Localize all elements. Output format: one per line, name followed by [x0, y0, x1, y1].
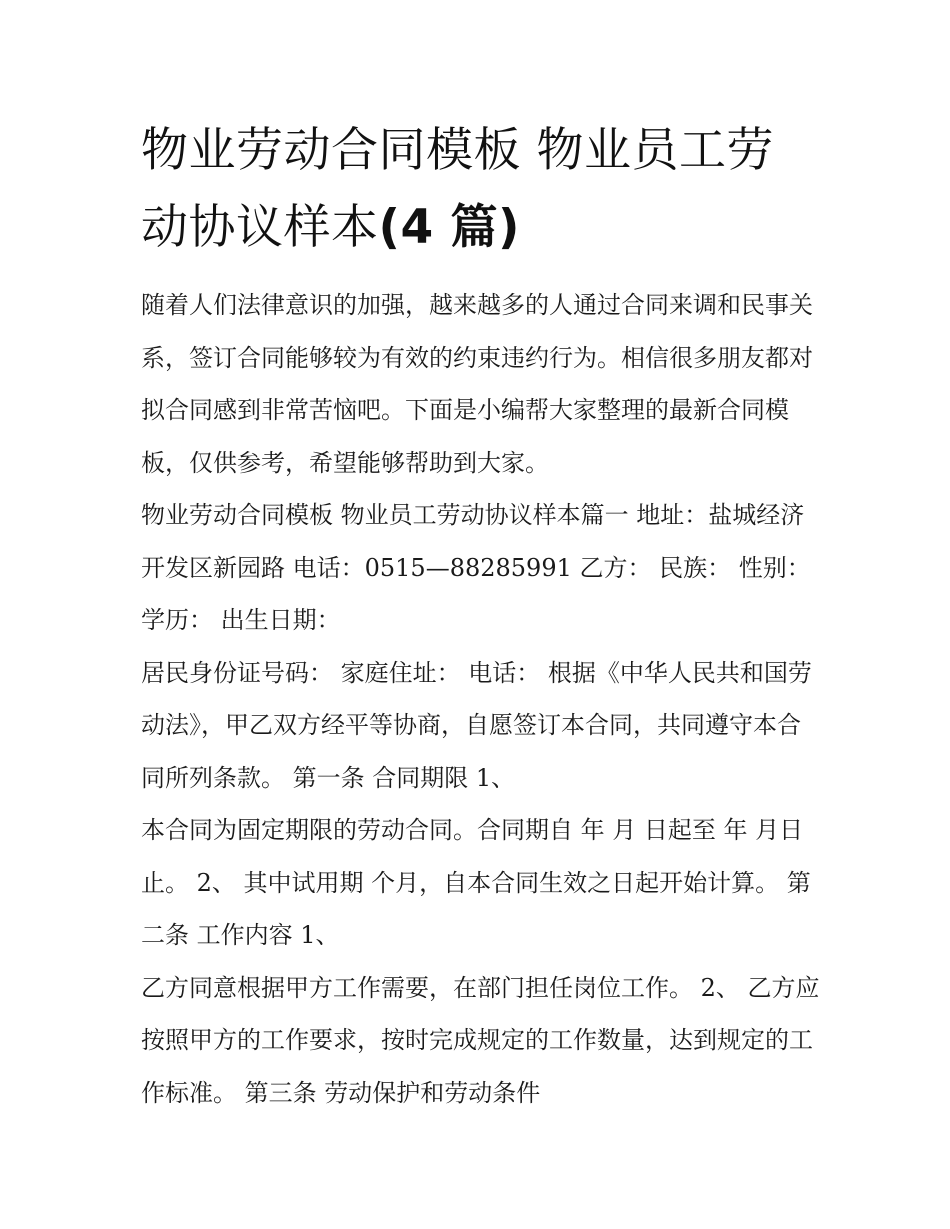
- party-info-paragraph: 居民身份证号码： 家庭住址： 电话： 根据《中华人民共和国劳动法》，甲乙双方经平等协商，自愿签订本合同，共同遵守本合同所列条款。 第一条 合同期限 1、: [141, 658, 812, 792]
- title-count-text: (4 篇): [378, 200, 521, 255]
- title-main-text: 物业劳动合同模板 物业员工劳动协议样本: [141, 123, 774, 255]
- work-content-paragraph: 乙方同意根据甲方工作需要，在部门担任岗位工作。 2、 乙方应按照甲方的工作要求，按时完成规定的工作数量，达到规定的工作标准。 第三条 劳动保护和劳动条件: [141, 973, 820, 1107]
- contract-header-paragraph: 物业劳动合同模板 物业员工劳动协议样本篇一 地址：盐城经济开发区新园路 电话：0515—88285991 乙方： 民族： 性别：学历： 出生日期：: [141, 501, 811, 634]
- intro-paragraph: 随着人们法律意识的加强，越来越多的人通过合同来调和民事关系，签订合同能够较为有效的约束违约行为。相信很多朋友都对拟合同感到非常苦恼吧。下面是小编帮大家整理的最新合同模板，仅供参考，希望能够帮助到大家。: [141, 291, 813, 477]
- contract-term-paragraph: 本合同为固定期限的劳动合同。合同期自 年 月 日起至 年 月日止。 2、 其中试用期 个月，自本合同生效之日起开始计算。 第二条 工作内容 1、: [141, 816, 811, 949]
- document-title: [141, 112, 821, 266]
- document-body: [141, 112, 821, 1119]
